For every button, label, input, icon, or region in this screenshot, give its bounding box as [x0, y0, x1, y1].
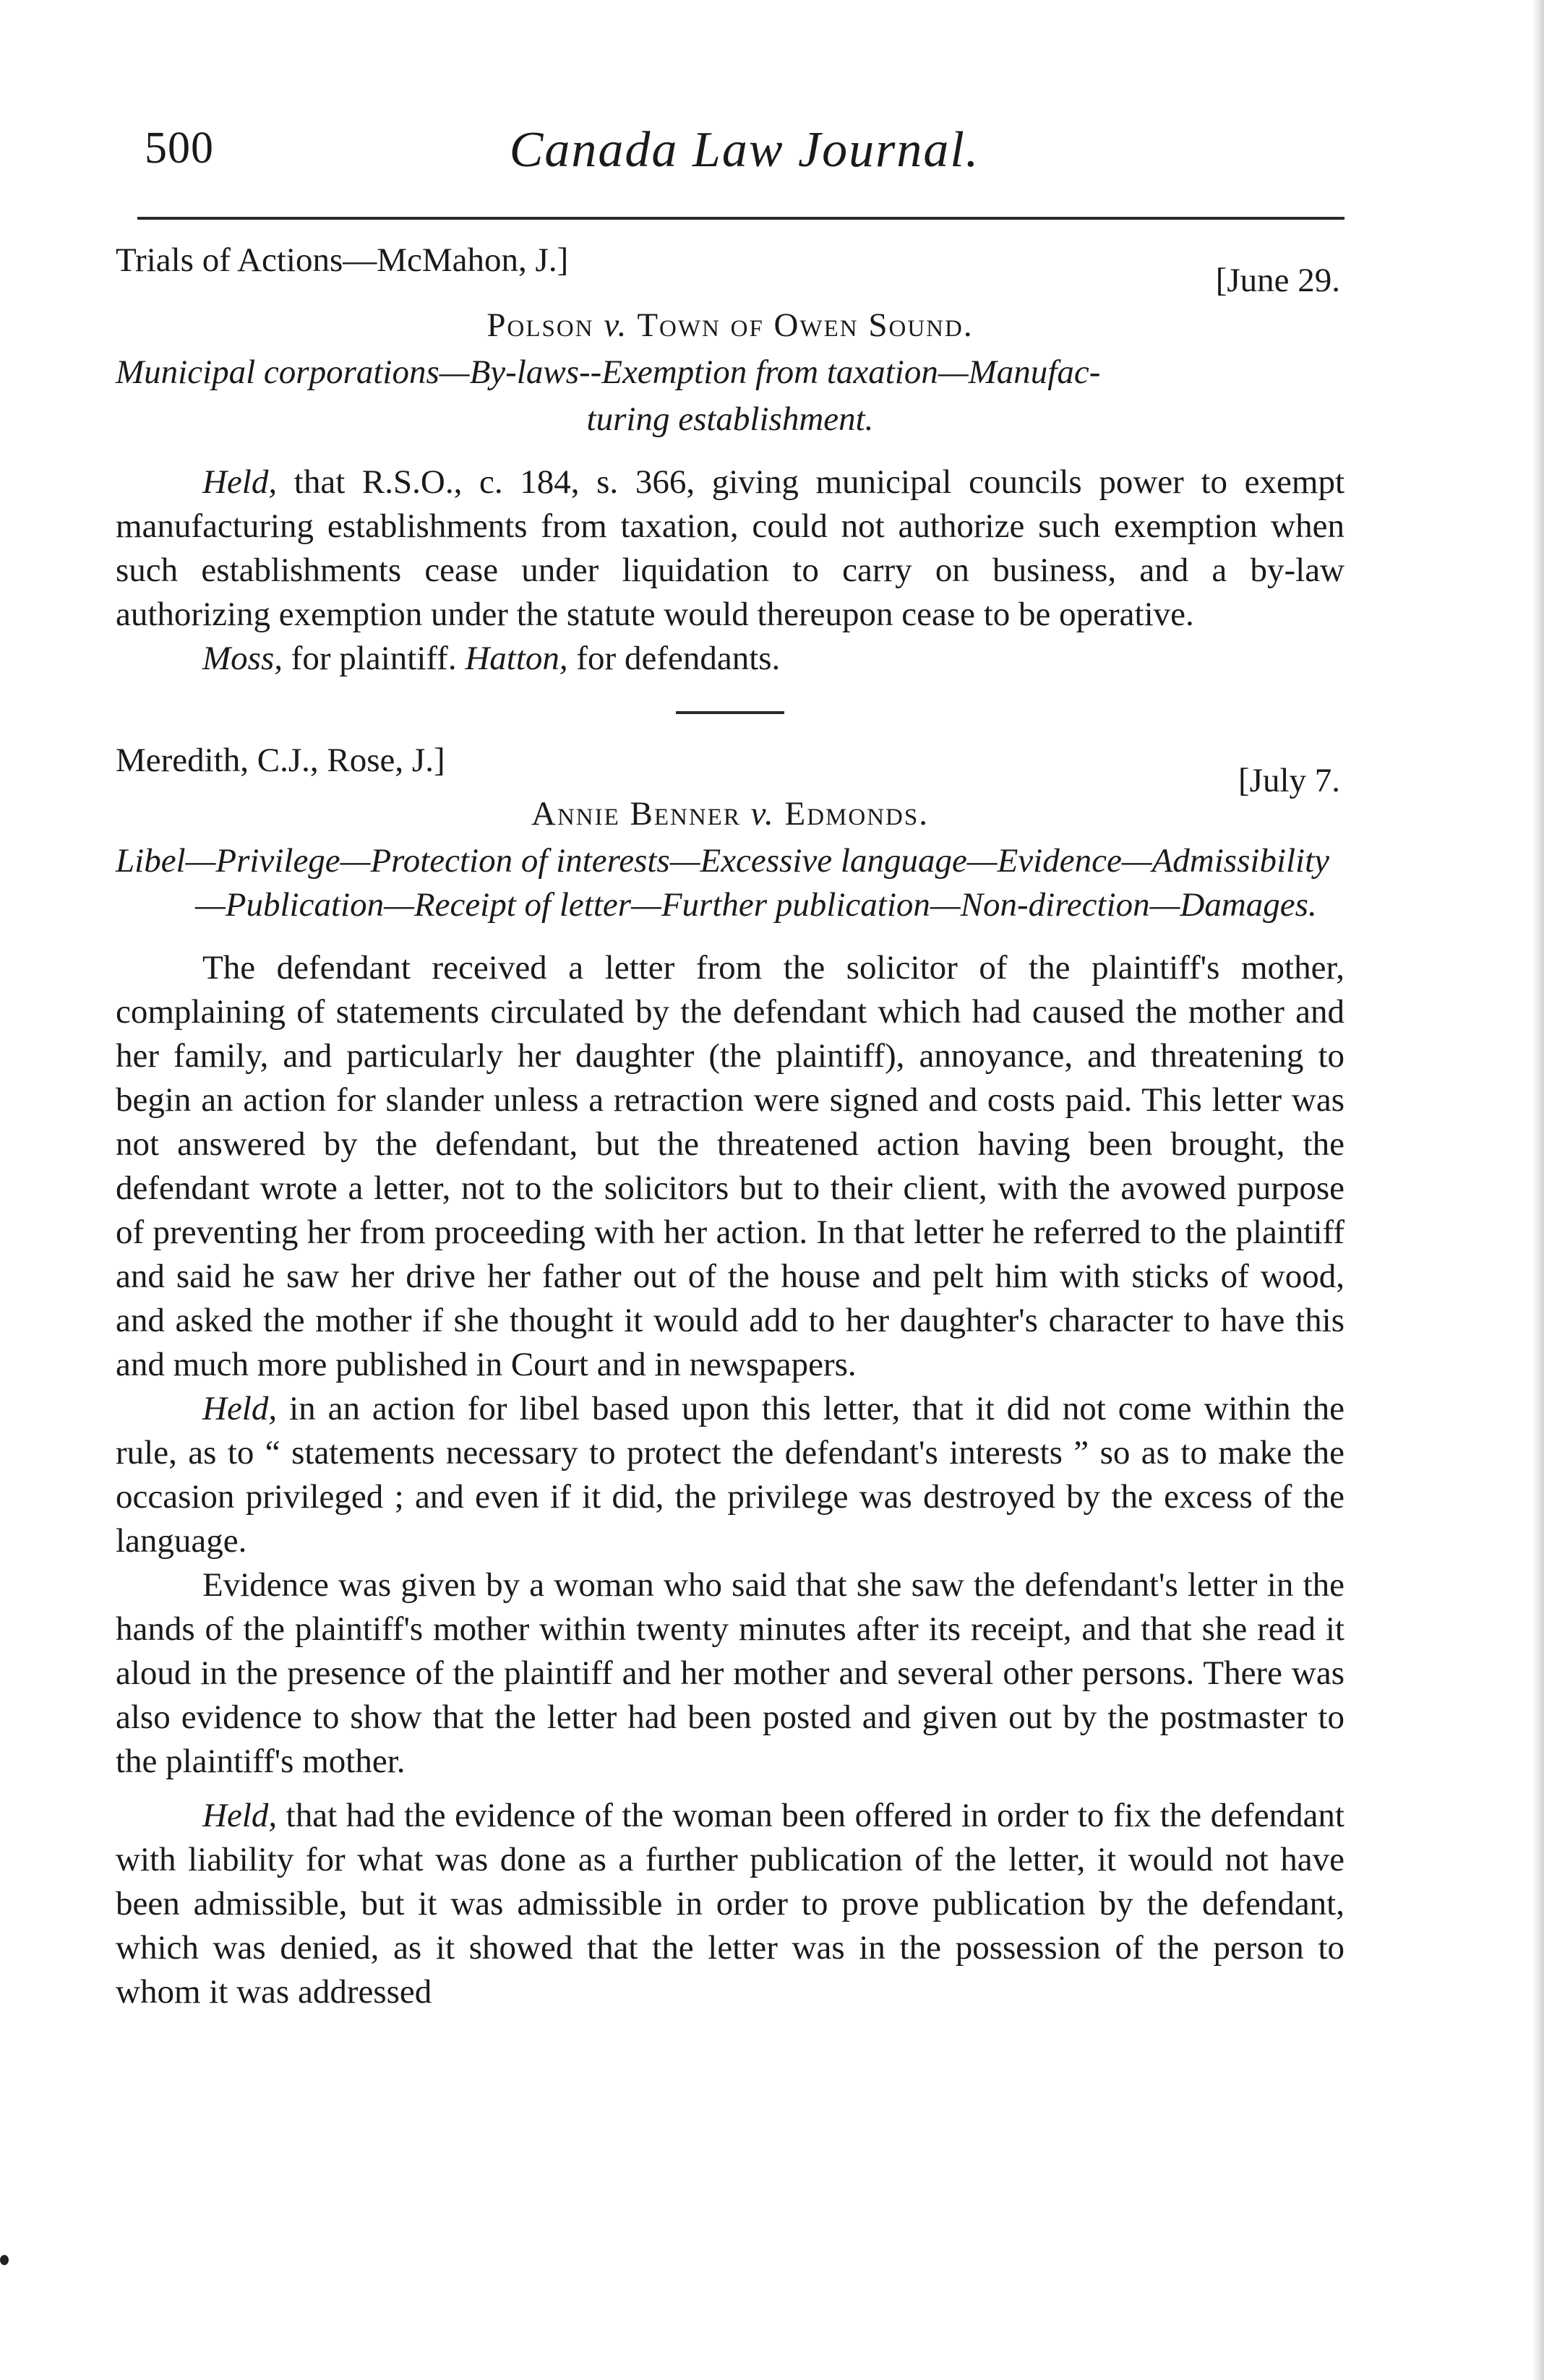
held-text: that R.S.O., c. 184, s. 366, giving municipal councils power to exempt manufacturing establishments from taxation, could not authorize such exemption when such establishments cease under liquidation to carry on business, and a by-law authorizing exemption under the statute would thereupon cease to be operative. — [116, 463, 1344, 633]
case-title-right: Edmonds. — [784, 795, 929, 833]
held-text: in an action for libel based upon this letter, that it did not come within the rule, as to “ statements necessary to protect the defendant's interests ” so as to make the occasion privileged ; and even if it did, the privilege was destroyed by the excess of the language. — [116, 1390, 1344, 1560]
held-paragraph — [116, 1794, 1344, 2014]
section-divider — [676, 711, 784, 714]
court-judge: Trials of Actions—McMahon, J.] — [116, 241, 569, 279]
facts-paragraph: The defendant received a letter from the solicitor of the plaintiff's mother, complaining of statements circulated by the defendant which had caused the mother and her family, and particularly her daughter (the plaintiff), annoyance, and threatening to begin an action for slander unless a retraction were signed and costs paid. This letter was not answered by the defendant, but the threatened action having been brought, the defendant wrote a letter, not to the solicitors but to their client, with the avowed purpose of preventing her from proceeding with her action. In that letter he referred to the plaintiff and said he saw her drive her father out of the house and pelt him with sticks of wood, and asked the mother if she thought it would add to her daughter's character to have this and much more published in Court and in newspapers. — [116, 949, 1344, 1383]
decision-date: [June 29. — [1215, 262, 1340, 299]
catchwords-continuation: turing establishment. — [586, 400, 874, 438]
header-rule — [137, 217, 1344, 220]
counsel-plaintiff-name: Moss, — [202, 640, 283, 677]
counsel-defendant-text: for defendants. — [567, 640, 781, 677]
case-title-versus: v. — [750, 795, 775, 833]
case-title-left: Annie Benner — [531, 795, 741, 833]
case-polson-v-owen-sound — [116, 239, 1344, 681]
margin-mark — [0, 2255, 9, 2265]
evidence-paragraph: Evidence was given by a woman who said that she saw the defendant's letter in the hands of the plaintiff's mother within twenty minutes after its receipt, and that she read it aloud in the presence of the plaintiff and her mother and several other persons. There was also evidence to show that the letter had been posted and given out by the postmaster to the plaintiff's mother. — [116, 1566, 1344, 1780]
page-edge-shadow — [1532, 0, 1544, 2380]
case-title — [116, 304, 1344, 348]
page-number: 500 — [145, 124, 214, 173]
running-title: Canada Law Journal. — [509, 122, 980, 178]
page-content — [116, 231, 1344, 2014]
decision-date: [July 7. — [1238, 762, 1340, 799]
case-benner-v-edmonds — [116, 739, 1344, 2014]
held-word: Held, — [202, 463, 278, 501]
case-title-right: Town of Owen Sound. — [637, 306, 974, 344]
case-title-versus: v. — [604, 306, 628, 344]
case-title-left: Polson — [486, 306, 594, 344]
held-word: Held, — [202, 1797, 278, 1834]
counsel-defendant-name: Hatton, — [465, 640, 568, 677]
court-judge: Meredith, C.J., Rose, J.] — [116, 742, 445, 779]
page-header — [145, 116, 1344, 202]
held-word: Held, — [202, 1390, 278, 1427]
counsel-line — [116, 637, 1344, 681]
court-line — [116, 739, 1344, 799]
catchwords: Libel—Privilege—Protection of interests—Excessive language—Evidence—Admissibility—Publication—Receipt of letter—Further publication—Non-direction—Damages. — [116, 842, 1330, 924]
held-paragraph — [116, 460, 1344, 637]
counsel-plaintiff-text: for plaintiff. — [282, 640, 466, 677]
held-paragraph — [116, 1387, 1344, 1563]
catchwords-line: Municipal corporations—By-laws--Exemption from taxation—Manufac- — [116, 353, 1101, 391]
case-title — [116, 792, 1344, 836]
court-line — [116, 239, 1344, 299]
held-text: that had the evidence of the woman been offered in order to fix the defendant with liability for what was done as a further publication of the letter, it would not have been admissible, but it was admissible in order to prove publication by the defendant, which was denied, as it showed that the letter was in the possession of the person to whom it was addressed — [116, 1797, 1344, 2011]
